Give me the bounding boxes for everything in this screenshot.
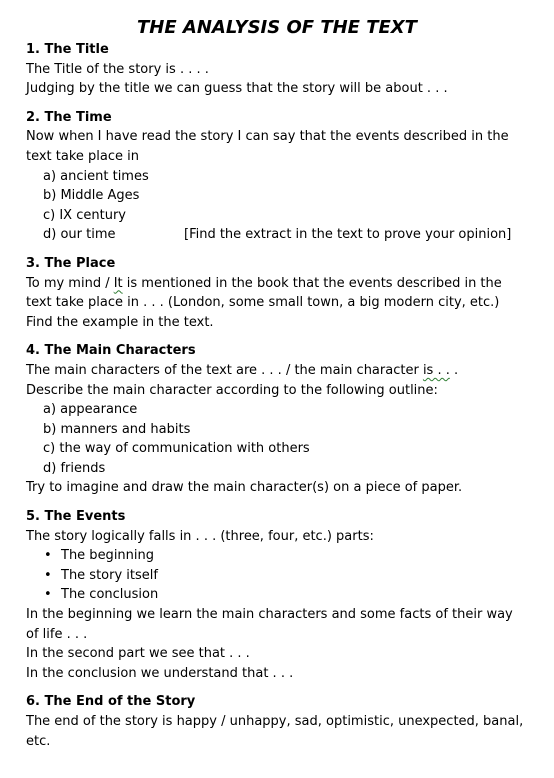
- option-item: c) IX century: [43, 207, 126, 223]
- option-item: a) appearance: [43, 402, 138, 418]
- text-line: In the conclusion we understand that . . .: [26, 665, 294, 681]
- section-end: [26, 692, 526, 751]
- worksheet-content: [26, 40, 526, 760]
- section-heading: 5. The Events: [26, 509, 126, 525]
- section-heading: 1. The Title: [26, 42, 109, 57]
- bullet-text: The conclusion: [61, 587, 159, 603]
- text-paragraph: Now when I have read the story I can say that the events described in the text take place in: [26, 129, 509, 164]
- section-title: [26, 40, 526, 99]
- option-item: b) Middle Ages: [43, 188, 140, 204]
- text-line: Judging by the title we can guess that the story will be about . . .: [26, 81, 448, 97]
- text-paragraph: The end of the story is happy / unhappy, sad, optimistic, unexpected, banal, etc.: [26, 714, 524, 749]
- bullet-list: [26, 546, 526, 605]
- option-row: [43, 225, 526, 245]
- text-line: Describe the main character according to the following outline:: [26, 382, 438, 398]
- text-line: In the second part we see that . . .: [26, 646, 250, 662]
- option-item: c) the way of communication with others: [43, 441, 310, 457]
- spellcheck-word: is . .: [422, 362, 450, 378]
- section-characters: [26, 341, 526, 498]
- section-events: [26, 507, 526, 683]
- section-heading: 6. The End of the Story: [26, 694, 196, 710]
- section-heading: 4. The Main Characters: [26, 343, 196, 359]
- bullet-icon: •: [44, 587, 52, 603]
- text-line: Find the example in the text.: [26, 314, 214, 330]
- section-heading: 2. The Time: [26, 109, 112, 125]
- text-span: .: [449, 362, 459, 378]
- text-line: The Title of the story is . . . .: [26, 61, 209, 77]
- bullet-icon: •: [44, 548, 52, 564]
- bullet-item: [26, 566, 526, 586]
- option-item: d) our time: [43, 227, 116, 243]
- text-line: The story logically falls in . . . (three, four, etc.) parts:: [26, 528, 374, 544]
- text-span: The main characters of the text are . . . / the main character: [26, 362, 423, 378]
- hint-text: [Find the extract in the text to prove your opinion]: [184, 227, 512, 243]
- text-span: is mentioned in the book that the events described in the text take place in . . . (London, some small town, a big modern city, etc.): [26, 275, 502, 311]
- options-list: [26, 167, 526, 245]
- bullet-item: [26, 546, 526, 566]
- section-time: [26, 108, 526, 245]
- bullet-icon: •: [44, 567, 52, 583]
- section-heading: 3. The Place: [26, 255, 116, 271]
- page-title: THE ANALYSIS OF THE TEXT: [137, 17, 417, 38]
- text-span: To my mind /: [26, 275, 114, 291]
- bullet-item: [26, 585, 526, 605]
- spellcheck-word: It: [113, 275, 123, 291]
- text-line: Try to imagine and draw the main character(s) on a piece of paper.: [26, 480, 463, 496]
- option-item: a) ancient times: [43, 168, 149, 184]
- option-item: d) friends: [43, 460, 106, 476]
- text-paragraph: [26, 274, 526, 313]
- option-item: b) manners and habits: [43, 421, 191, 437]
- bullet-text: The story itself: [61, 567, 158, 583]
- section-place: [26, 254, 526, 332]
- text-line: [26, 361, 526, 381]
- options-list: [26, 400, 526, 478]
- bullet-text: The beginning: [61, 548, 155, 564]
- text-paragraph: In the beginning we learn the main characters and some facts of their way of life . . .: [26, 607, 513, 642]
